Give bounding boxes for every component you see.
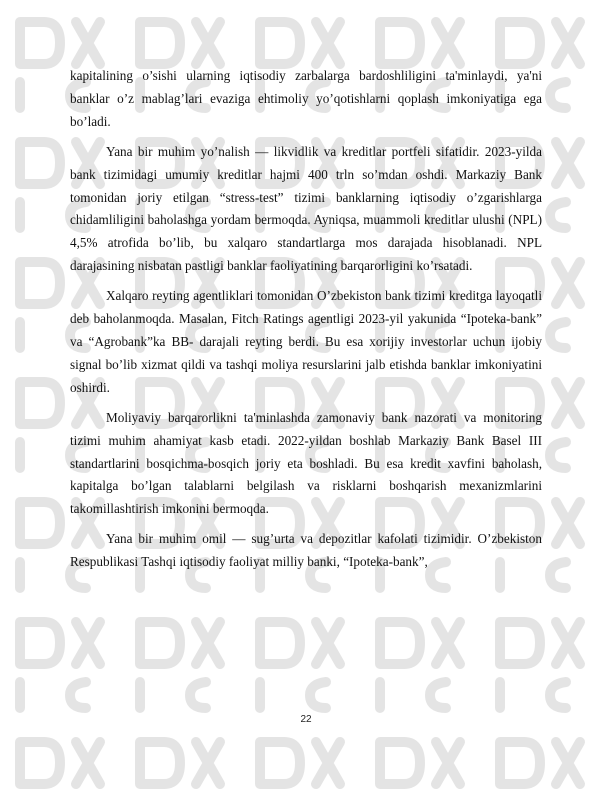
page-number: 22: [300, 714, 312, 725]
paragraph-4: Moliyaviy barqarorlikni ta'minlashda zamonaviy bank nazorati va monitoring tizimi muhim ahamiyat kasb etadi. 2022-yildan boshlab Markaziy Bank Basel III standartlarini bosqichma-bosqich joriy eta boshladi. Bu esa kredit xavfini baholash, kapitalga bo’lgan talablarni belgilash va risklarni boshqarish mexanizmlarini takomillashtirish imkonini bermoqda.: [70, 409, 542, 517]
body-text: [70, 65, 542, 581]
paragraph-3: Xalqaro reyting agentliklari tomonidan O’zbekiston bank tizimi kreditga layoqatli deb baholanmoqda. Masalan, Fitch Ratings agentligi 2023-yil yakunida “Ipoteka-bank” va “Agrobank”ka BB- darajali reyting berdi. Bu esa xorijiy investorlar uchun ijobiy signal bo’lib xizmat qildi va tashqi moliya resurslarini jalb etishda banklar imkoniyatini oshirdi.: [70, 288, 542, 395]
paragraph-5: Yana bir muhim omil — sug’urta va depozitlar kafolati tizimidir. O’zbekiston Respublikasi Tashqi iqtisodiy faoliyat milliy banki, “Ipoteka-bank”,: [70, 531, 542, 570]
paragraph-2: Yana bir muhim yo’nalish — likvidlik va kreditlar portfeli sifatidir. 2023-yilda bank tizimidagi umumiy kreditlar hajmi 400 trln so’mdan oshdi. Markaziy Bank tomonidan joriy etilgan “stress-test” tizimi banklarning iqtisodiy o’zgarishlarga chidamliligini baholashga yordam bermoqda. Ayniqsa, muammoli kreditlar ulushi (NPL) 4,5% atrofida bo’lib, bu xalqaro standartlarga mos darajada hisoblanadi. NPL darajasining nisbatan pastligi banklar faoliyatining barqarorligini ko’rsatadi.: [70, 143, 542, 274]
paragraph-1: kapitalining o’sishi ularning iqtisodiy zarbalarga bardoshliligini ta'minlaydi, ya'ni banklar o’z mablag’lari evaziga ehtimoliy yo’qotishlarni qoplash imkoniyatiga ega bo’ladi.: [70, 68, 542, 129]
